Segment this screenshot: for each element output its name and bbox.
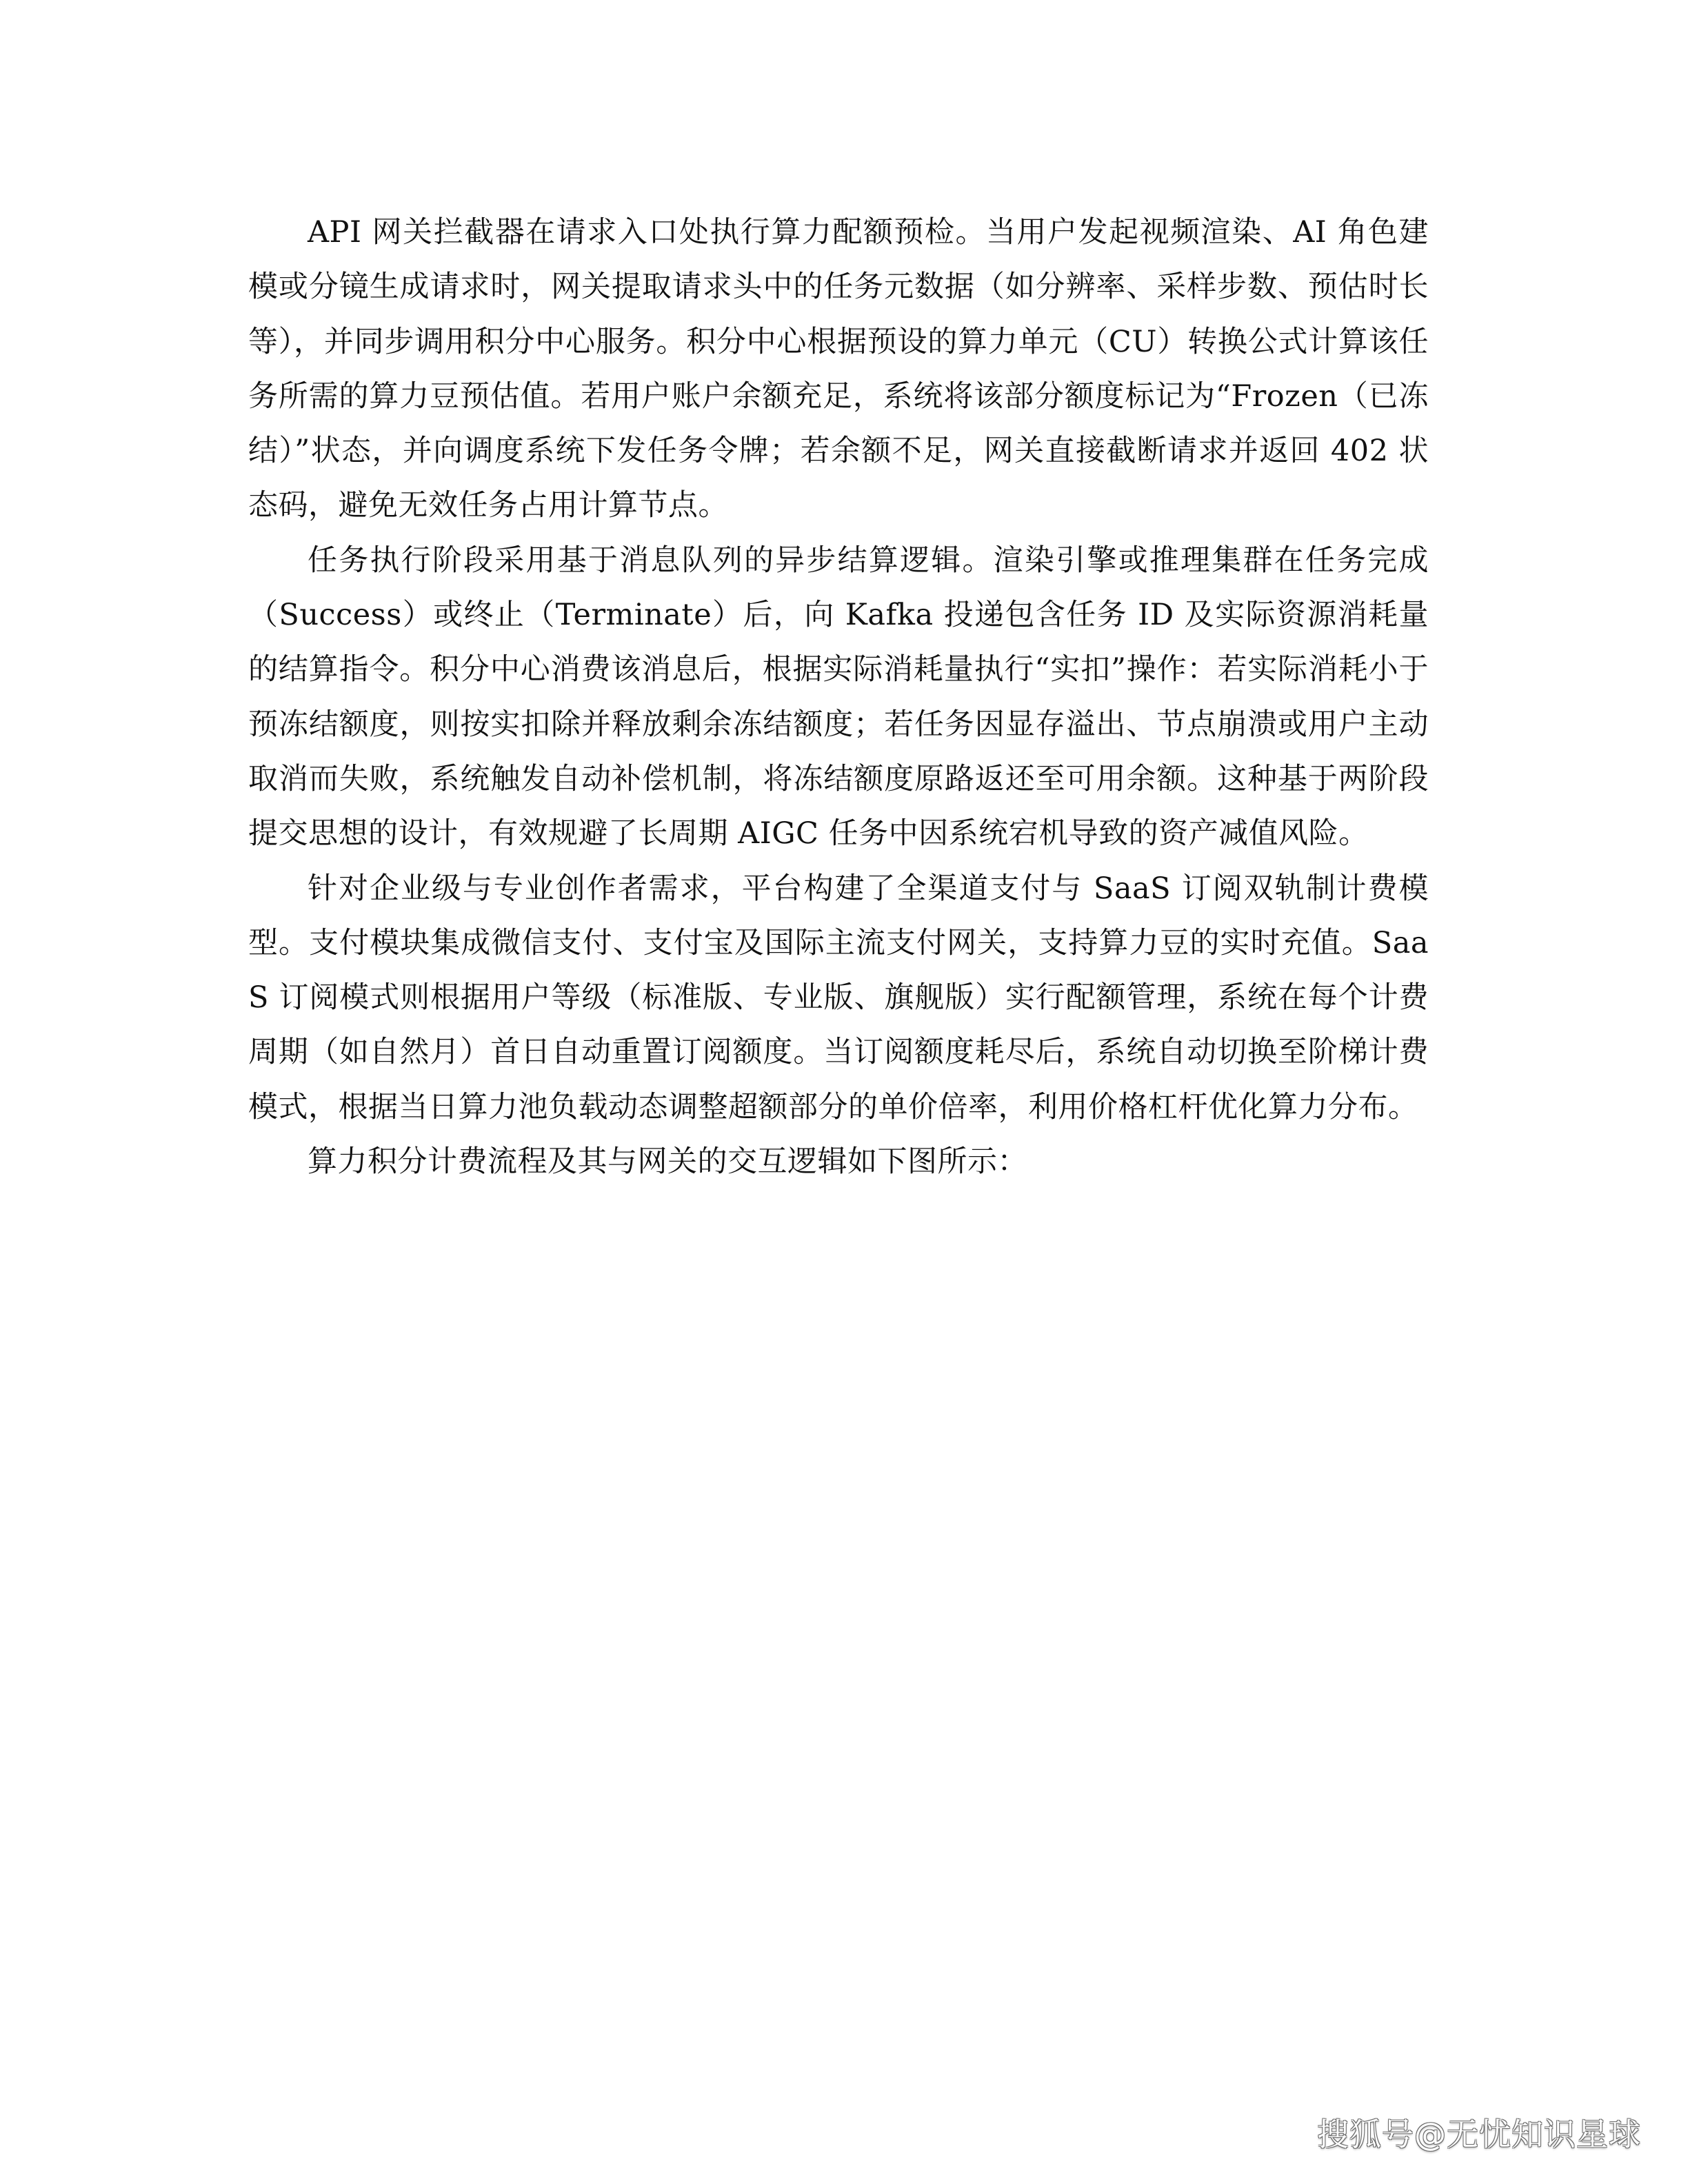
paragraph-billing-model: 针对企业级与专业创作者需求，平台构建了全渠道支付与 SaaS 订阅双轨制计费模型。支付模块集成微信支付、支付宝及国际主流支付网关，支持算力豆的实时充值。SaaS 订阅模式则根据用户等级（标准版、专业版、旗舰版）实行配额管理，系统在每个计费周期（如自然月）首日自动重置订阅额度。当订阅额度耗尽后，系统自动切换至阶梯计费模式，根据当日算力池负载动态调整超额部分的单价倍率，利用价格杠杆优化算力分布。 bbox=[248, 871, 1429, 1124]
document-body bbox=[248, 205, 1429, 1189]
paragraph-api-gateway-quota-check: API 网关拦截器在请求入口处执行算力配额预检。当用户发起视频渲染、AI 角色建模或分镜生成请求时，网关提取请求头中的任务元数据（如分辨率、采样步数、预估时长等），并同步调用积分中心服务。积分中心根据预设的算力单元（CU）转换公式计算该任务所需的算力豆预估值。若用户账户余额充足，系统将该部分额度标记为“Frozen（已冻结）”状态，并向调度系统下发任务令牌；若余额不足，网关直接截断请求并返回 402 状态码，避免无效任务占用计算节点。 bbox=[248, 215, 1429, 523]
watermark-text: 搜狐号@无忧知识星球 bbox=[1317, 2116, 1641, 2153]
paragraph-async-settlement: 任务执行阶段采用基于消息队列的异步结算逻辑。渲染引擎或推理集群在任务完成（Success）或终止（Terminate）后，向 Kafka 投递包含任务 ID 及实际资源消耗量的结算指令。积分中心消费该消息后，根据实际消耗量执行“实扣”操作：若实际消耗小于预冻结额度，则按实扣除并释放剩余冻结额度；若任务因显存溢出、节点崩溃或用户主动取消而失败，系统触发自动补偿机制，将冻结额度原路返还至可用余额。这种基于两阶段提交思想的设计，有效规避了长周期 AIGC 任务中因系统宕机导致的资产减值风险。 bbox=[248, 543, 1429, 851]
paragraph-figure-intro: 算力积分计费流程及其与网关的交互逻辑如下图所示： bbox=[308, 1144, 1027, 1180]
